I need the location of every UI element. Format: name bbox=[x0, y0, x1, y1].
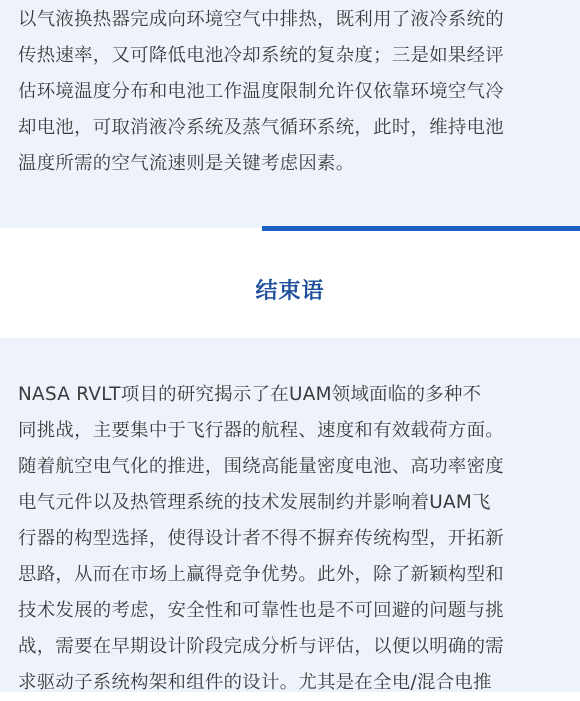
paragraph-line: 电气元件以及热管理系统的技术发展制约并影响着UAM飞 bbox=[18, 492, 491, 513]
paragraph-line: 战，需要在早期设计阶段完成分析与评估，以便以明确的需 bbox=[18, 636, 504, 657]
paragraph-line: 估环境温度分布和电池工作温度限制允许仅依靠环境空气冷 bbox=[18, 81, 504, 102]
paragraph-line: NASA RVLT项目的研究揭示了在UAM领域面临的多种不 bbox=[18, 384, 482, 405]
top-paragraph bbox=[18, 2, 566, 182]
paragraph-line: 同挑战，主要集中于飞行器的航程、速度和有效载荷方面。 bbox=[18, 420, 504, 441]
paragraph-line: 以气液换热器完成向环境空气中排热，既利用了液冷系统的 bbox=[18, 9, 504, 30]
paragraph-line: 思路，从而在市场上赢得竞争优势。此外，除了新颖构型和 bbox=[18, 564, 504, 585]
paragraph-line: 技术发展的考虑，安全性和可靠性也是不可回避的问题与挑 bbox=[18, 600, 504, 621]
paragraph-line: 行器的构型选择，使得设计者不得不摒弃传统构型，开拓新 bbox=[18, 528, 504, 549]
section-heading: 结束语 bbox=[255, 279, 325, 304]
section-divider-accent bbox=[262, 226, 580, 231]
paragraph-line: 随着航空电气化的推进，围绕高能量密度电池、高功率密度 bbox=[18, 456, 504, 477]
paragraph-line: 求驱动子系统构架和组件的设计。尤其是在全电/混合电推 bbox=[18, 672, 492, 693]
paragraph-line: 温度所需的空气流速则是关键考虑因素。 bbox=[18, 153, 355, 174]
paragraph-line: 传热速率，又可降低电池冷却系统的复杂度；三是如果经评 bbox=[18, 45, 504, 66]
conclusion-paragraph bbox=[18, 377, 566, 701]
paragraph-line: 却电池，可取消液冷系统及蒸气循环系统，此时，维持电池 bbox=[18, 117, 504, 138]
